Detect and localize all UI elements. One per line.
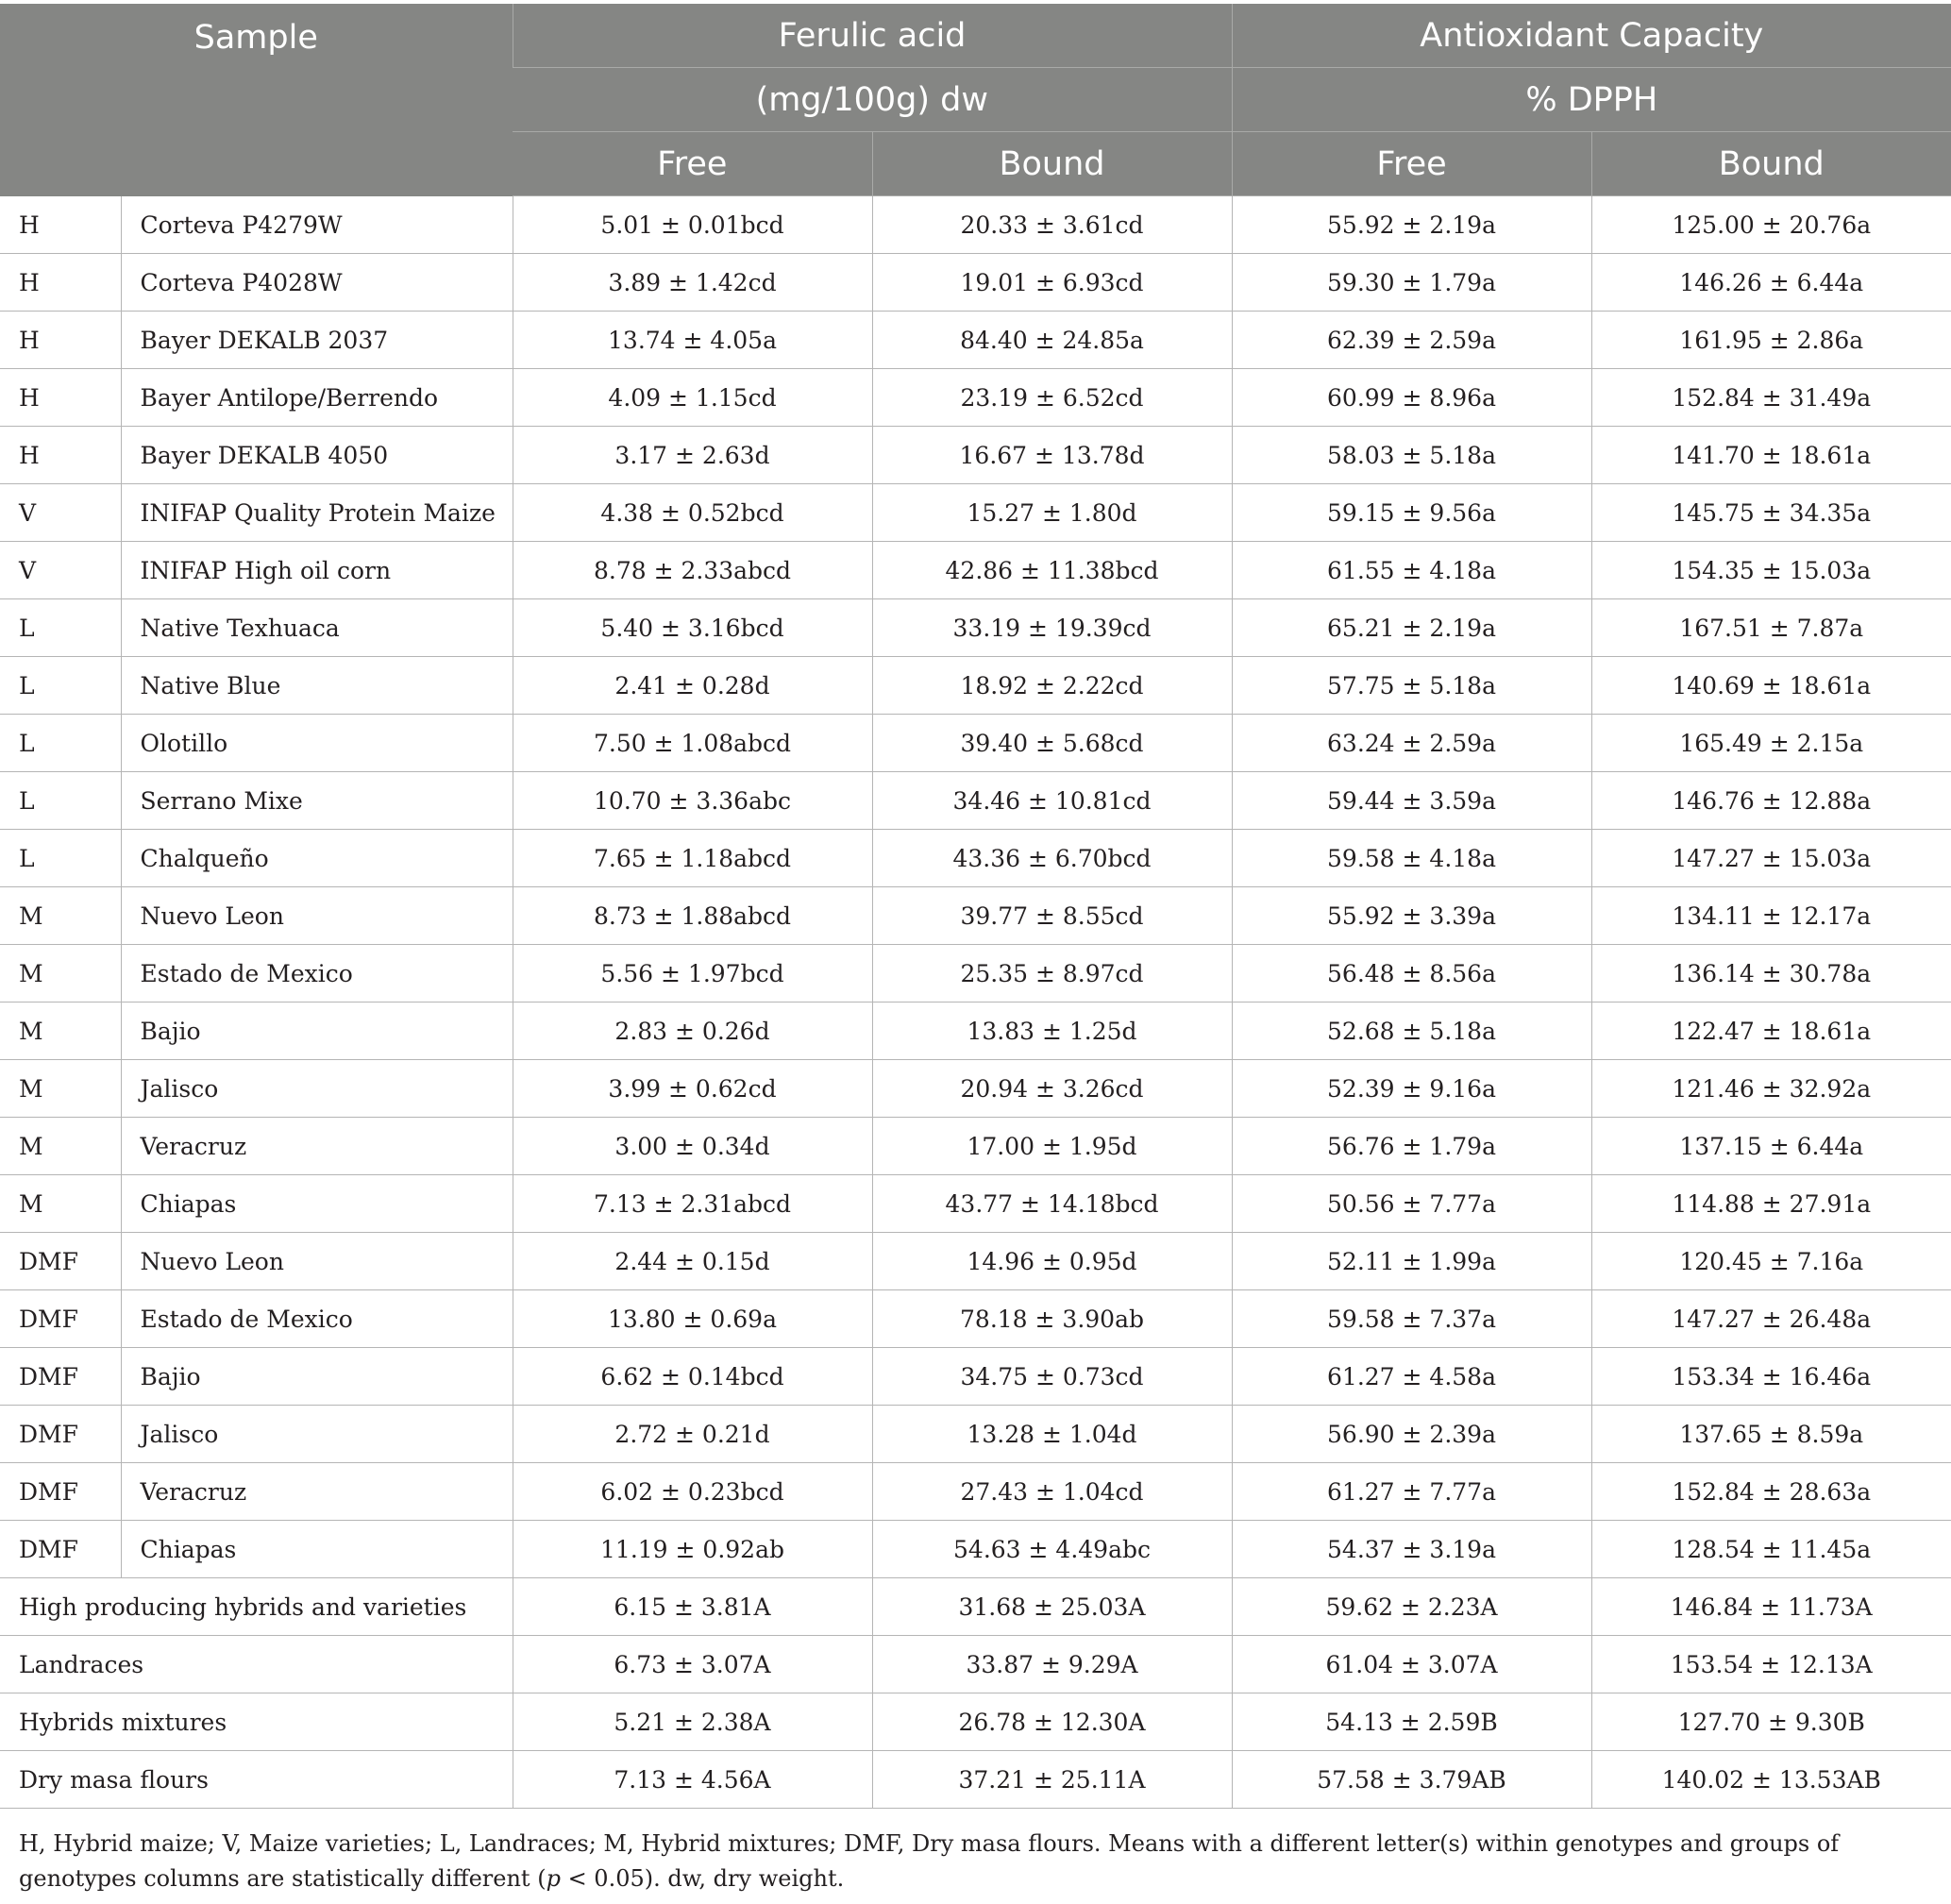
cell-antioxidant-bound: 146.84 ± 11.73A [1591,1578,1951,1636]
cell-ferulic-free: 5.40 ± 3.16bcd [513,599,872,657]
table-footnote [19,1827,1926,1896]
cell-ferulic-bound: 20.94 ± 3.26cd [872,1060,1232,1118]
table-row [0,369,1951,427]
cell-code: M [0,1003,121,1060]
cell-antioxidant-free: 61.27 ± 4.58a [1232,1348,1591,1406]
cell-ferulic-bound: 78.18 ± 3.90ab [872,1290,1232,1348]
cell-code: H [0,196,121,254]
cell-ferulic-bound: 54.63 ± 4.49abc [872,1521,1232,1578]
table-row [0,254,1951,312]
table-row [0,196,1951,254]
cell-sample-name: Estado de Mexico [121,945,513,1003]
cell-antioxidant-free: 55.92 ± 3.39a [1232,887,1591,945]
table-row [0,1463,1951,1521]
data-table [0,4,1951,1809]
table-row [0,1118,1951,1175]
cell-ferulic-bound: 39.40 ± 5.68cd [872,715,1232,772]
header-antioxidant-capacity: Antioxidant Capacity [1232,4,1951,68]
cell-ferulic-free: 7.13 ± 4.56A [513,1751,872,1809]
cell-ferulic-bound: 20.33 ± 3.61cd [872,196,1232,254]
cell-sample-name: Jalisco [121,1060,513,1118]
cell-antioxidant-free: 52.11 ± 1.99a [1232,1233,1591,1290]
cell-antioxidant-bound: 153.54 ± 12.13A [1591,1636,1951,1693]
cell-ferulic-bound: 34.75 ± 0.73cd [872,1348,1232,1406]
cell-sample-name: Jalisco [121,1406,513,1463]
cell-ferulic-free: 2.41 ± 0.28d [513,657,872,715]
cell-sample-name: Veracruz [121,1118,513,1175]
cell-sample-name: Chiapas [121,1521,513,1578]
table-row [0,484,1951,542]
cell-antioxidant-free: 58.03 ± 5.18a [1232,427,1591,484]
cell-ferulic-free: 2.83 ± 0.26d [513,1003,872,1060]
cell-ferulic-bound: 16.67 ± 13.78d [872,427,1232,484]
cell-ferulic-bound: 15.27 ± 1.80d [872,484,1232,542]
cell-ferulic-free: 13.74 ± 4.05a [513,312,872,369]
cell-code: M [0,887,121,945]
cell-code: DMF [0,1406,121,1463]
cell-ferulic-bound: 17.00 ± 1.95d [872,1118,1232,1175]
cell-sample-name: Bayer Antilope/Berrendo [121,369,513,427]
cell-code: DMF [0,1521,121,1578]
cell-code: DMF [0,1348,121,1406]
cell-ferulic-bound: 23.19 ± 6.52cd [872,369,1232,427]
header-antioxidant-unit: % DPPH [1232,68,1951,132]
cell-antioxidant-free: 59.62 ± 2.23A [1232,1578,1591,1636]
cell-code: H [0,427,121,484]
cell-ferulic-bound: 14.96 ± 0.95d [872,1233,1232,1290]
cell-code: M [0,1175,121,1233]
cell-ferulic-free: 6.73 ± 3.07A [513,1636,872,1693]
cell-antioxidant-bound: 167.51 ± 7.87a [1591,599,1951,657]
cell-ferulic-bound: 13.28 ± 1.04d [872,1406,1232,1463]
group-row [0,1578,1951,1636]
cell-antioxidant-free: 59.58 ± 7.37a [1232,1290,1591,1348]
table-row [0,657,1951,715]
cell-antioxidant-free: 63.24 ± 2.59a [1232,715,1591,772]
cell-antioxidant-free: 61.04 ± 3.07A [1232,1636,1591,1693]
cell-ferulic-free: 7.13 ± 2.31abcd [513,1175,872,1233]
footnote-p-symbol: p [546,1865,561,1892]
cell-antioxidant-free: 56.48 ± 8.56a [1232,945,1591,1003]
cell-ferulic-bound: 33.87 ± 9.29A [872,1636,1232,1693]
table-row [0,715,1951,772]
cell-ferulic-bound: 84.40 ± 24.85a [872,312,1232,369]
cell-antioxidant-bound: 145.75 ± 34.35a [1591,484,1951,542]
cell-sample-name: Corteva P4279W [121,196,513,254]
table-row [0,1060,1951,1118]
cell-ferulic-free: 3.17 ± 2.63d [513,427,872,484]
cell-sample-name: Chiapas [121,1175,513,1233]
cell-antioxidant-bound: 137.15 ± 6.44a [1591,1118,1951,1175]
cell-antioxidant-free: 55.92 ± 2.19a [1232,196,1591,254]
cell-sample-name: Native Blue [121,657,513,715]
cell-group-label: Landraces [0,1636,513,1693]
cell-ferulic-free: 10.70 ± 3.36abc [513,772,872,830]
cell-antioxidant-free: 54.37 ± 3.19a [1232,1521,1591,1578]
cell-group-label: Dry masa flours [0,1751,513,1809]
cell-antioxidant-bound: 153.34 ± 16.46a [1591,1348,1951,1406]
cell-code: L [0,830,121,887]
cell-sample-name: Veracruz [121,1463,513,1521]
cell-antioxidant-bound: 152.84 ± 28.63a [1591,1463,1951,1521]
cell-ferulic-bound: 34.46 ± 10.81cd [872,772,1232,830]
cell-sample-name: Corteva P4028W [121,254,513,312]
cell-antioxidant-bound: 127.70 ± 9.30B [1591,1693,1951,1751]
cell-sample-name: INIFAP Quality Protein Maize [121,484,513,542]
table-row [0,1290,1951,1348]
cell-antioxidant-free: 65.21 ± 2.19a [1232,599,1591,657]
cell-ferulic-free: 6.62 ± 0.14bcd [513,1348,872,1406]
cell-antioxidant-bound: 120.45 ± 7.16a [1591,1233,1951,1290]
cell-code: V [0,484,121,542]
table-row [0,312,1951,369]
cell-ferulic-free: 4.38 ± 0.52bcd [513,484,872,542]
cell-ferulic-free: 3.00 ± 0.34d [513,1118,872,1175]
cell-sample-name: INIFAP High oil corn [121,542,513,599]
cell-antioxidant-bound: 147.27 ± 26.48a [1591,1290,1951,1348]
cell-code: DMF [0,1233,121,1290]
cell-ferulic-bound: 25.35 ± 8.97cd [872,945,1232,1003]
table-row [0,542,1951,599]
cell-ferulic-bound: 39.77 ± 8.55cd [872,887,1232,945]
cell-ferulic-free: 13.80 ± 0.69a [513,1290,872,1348]
cell-antioxidant-bound: 154.35 ± 15.03a [1591,542,1951,599]
cell-antioxidant-bound: 121.46 ± 32.92a [1591,1060,1951,1118]
cell-ferulic-bound: 27.43 ± 1.04cd [872,1463,1232,1521]
cell-antioxidant-free: 57.58 ± 3.79AB [1232,1751,1591,1809]
cell-sample-name: Nuevo Leon [121,887,513,945]
cell-code: H [0,369,121,427]
cell-code: DMF [0,1290,121,1348]
cell-code: V [0,542,121,599]
cell-ferulic-bound: 19.01 ± 6.93cd [872,254,1232,312]
cell-antioxidant-free: 52.68 ± 5.18a [1232,1003,1591,1060]
cell-ferulic-bound: 43.36 ± 6.70bcd [872,830,1232,887]
cell-antioxidant-bound: 140.02 ± 13.53AB [1591,1751,1951,1809]
cell-ferulic-free: 8.78 ± 2.33abcd [513,542,872,599]
footnote-text-end: < 0.05). dw, dry weight. [560,1865,845,1892]
table-row [0,1406,1951,1463]
cell-ferulic-bound: 42.86 ± 11.38bcd [872,542,1232,599]
cell-ferulic-free: 6.15 ± 3.81A [513,1578,872,1636]
header-ferulic-bound: Bound [872,132,1232,196]
cell-antioxidant-free: 59.58 ± 4.18a [1232,830,1591,887]
cell-antioxidant-bound: 165.49 ± 2.15a [1591,715,1951,772]
cell-ferulic-bound: 37.21 ± 25.11A [872,1751,1232,1809]
cell-sample-name: Bayer DEKALB 2037 [121,312,513,369]
footnote-text: H, Hybrid maize; V, Maize varieties; L, Landraces; M, Hybrid mixtures; DMF, Dry masa flours. Means with a different letter(s) within genotypes and groups of genotypes columns are statistically different ( [19,1830,1840,1892]
cell-antioxidant-free: 61.27 ± 7.77a [1232,1463,1591,1521]
cell-group-label: High producing hybrids and varieties [0,1578,513,1636]
table-row [0,830,1951,887]
cell-ferulic-free: 7.65 ± 1.18abcd [513,830,872,887]
group-row [0,1751,1951,1809]
cell-ferulic-free: 5.56 ± 1.97bcd [513,945,872,1003]
cell-ferulic-free: 8.73 ± 1.88abcd [513,887,872,945]
cell-antioxidant-bound: 146.76 ± 12.88a [1591,772,1951,830]
cell-sample-name: Nuevo Leon [121,1233,513,1290]
cell-antioxidant-free: 52.39 ± 9.16a [1232,1060,1591,1118]
table-row [0,1003,1951,1060]
cell-antioxidant-bound: 152.84 ± 31.49a [1591,369,1951,427]
table-row [0,1521,1951,1578]
cell-sample-name: Bayer DEKALB 4050 [121,427,513,484]
cell-ferulic-bound: 18.92 ± 2.22cd [872,657,1232,715]
cell-antioxidant-bound: 161.95 ± 2.86a [1591,312,1951,369]
cell-antioxidant-bound: 140.69 ± 18.61a [1591,657,1951,715]
table-header [0,4,1951,196]
cell-antioxidant-bound: 147.27 ± 15.03a [1591,830,1951,887]
cell-ferulic-bound: 13.83 ± 1.25d [872,1003,1232,1060]
cell-sample-name: Olotillo [121,715,513,772]
cell-ferulic-free: 2.44 ± 0.15d [513,1233,872,1290]
cell-ferulic-free: 3.89 ± 1.42cd [513,254,872,312]
group-row [0,1636,1951,1693]
header-antioxidant-free: Free [1232,132,1591,196]
cell-antioxidant-free: 50.56 ± 7.77a [1232,1175,1591,1233]
cell-antioxidant-free: 59.15 ± 9.56a [1232,484,1591,542]
cell-ferulic-free: 5.21 ± 2.38A [513,1693,872,1751]
cell-antioxidant-bound: 141.70 ± 18.61a [1591,427,1951,484]
cell-sample-name: Serrano Mixe [121,772,513,830]
cell-code: L [0,657,121,715]
cell-antioxidant-free: 59.30 ± 1.79a [1232,254,1591,312]
cell-antioxidant-free: 62.39 ± 2.59a [1232,312,1591,369]
cell-sample-name: Chalqueño [121,830,513,887]
cell-code: H [0,254,121,312]
cell-antioxidant-free: 57.75 ± 5.18a [1232,657,1591,715]
table-row [0,945,1951,1003]
cell-antioxidant-bound: 128.54 ± 11.45a [1591,1521,1951,1578]
cell-antioxidant-free: 61.55 ± 4.18a [1232,542,1591,599]
cell-antioxidant-bound: 114.88 ± 27.91a [1591,1175,1951,1233]
cell-antioxidant-bound: 125.00 ± 20.76a [1591,196,1951,254]
cell-ferulic-free: 2.72 ± 0.21d [513,1406,872,1463]
cell-antioxidant-bound: 134.11 ± 12.17a [1591,887,1951,945]
cell-code: M [0,945,121,1003]
cell-ferulic-free: 7.50 ± 1.08abcd [513,715,872,772]
cell-antioxidant-free: 59.44 ± 3.59a [1232,772,1591,830]
cell-ferulic-free: 11.19 ± 0.92ab [513,1521,872,1578]
cell-antioxidant-bound: 122.47 ± 18.61a [1591,1003,1951,1060]
cell-antioxidant-bound: 137.65 ± 8.59a [1591,1406,1951,1463]
cell-sample-name: Bajio [121,1348,513,1406]
table-body [0,196,1951,1809]
table-row [0,772,1951,830]
cell-group-label: Hybrids mixtures [0,1693,513,1751]
table-row [0,1175,1951,1233]
cell-ferulic-free: 5.01 ± 0.01bcd [513,196,872,254]
table-row [0,1233,1951,1290]
cell-code: DMF [0,1463,121,1521]
cell-sample-name: Estado de Mexico [121,1290,513,1348]
group-row [0,1693,1951,1751]
cell-ferulic-free: 3.99 ± 0.62cd [513,1060,872,1118]
cell-antioxidant-free: 60.99 ± 8.96a [1232,369,1591,427]
cell-sample-name: Native Texhuaca [121,599,513,657]
table-row [0,1348,1951,1406]
cell-ferulic-bound: 31.68 ± 25.03A [872,1578,1232,1636]
cell-antioxidant-bound: 136.14 ± 30.78a [1591,945,1951,1003]
table-row [0,887,1951,945]
cell-ferulic-bound: 26.78 ± 12.30A [872,1693,1232,1751]
table-row [0,599,1951,657]
header-ferulic-free: Free [513,132,872,196]
cell-code: L [0,599,121,657]
table-row [0,427,1951,484]
cell-ferulic-free: 4.09 ± 1.15cd [513,369,872,427]
cell-code: L [0,715,121,772]
cell-antioxidant-bound: 146.26 ± 6.44a [1591,254,1951,312]
header-sample: Sample [0,4,513,196]
cell-ferulic-bound: 33.19 ± 19.39cd [872,599,1232,657]
cell-code: L [0,772,121,830]
cell-antioxidant-free: 56.76 ± 1.79a [1232,1118,1591,1175]
cell-code: M [0,1118,121,1175]
header-antioxidant-bound: Bound [1591,132,1951,196]
cell-ferulic-free: 6.02 ± 0.23bcd [513,1463,872,1521]
header-ferulic-acid: Ferulic acid [513,4,1232,68]
cell-antioxidant-free: 54.13 ± 2.59B [1232,1693,1591,1751]
cell-code: H [0,312,121,369]
cell-sample-name: Bajio [121,1003,513,1060]
header-ferulic-unit: (mg/100g) dw [513,68,1232,132]
cell-ferulic-bound: 43.77 ± 14.18bcd [872,1175,1232,1233]
cell-code: M [0,1060,121,1118]
cell-antioxidant-free: 56.90 ± 2.39a [1232,1406,1591,1463]
